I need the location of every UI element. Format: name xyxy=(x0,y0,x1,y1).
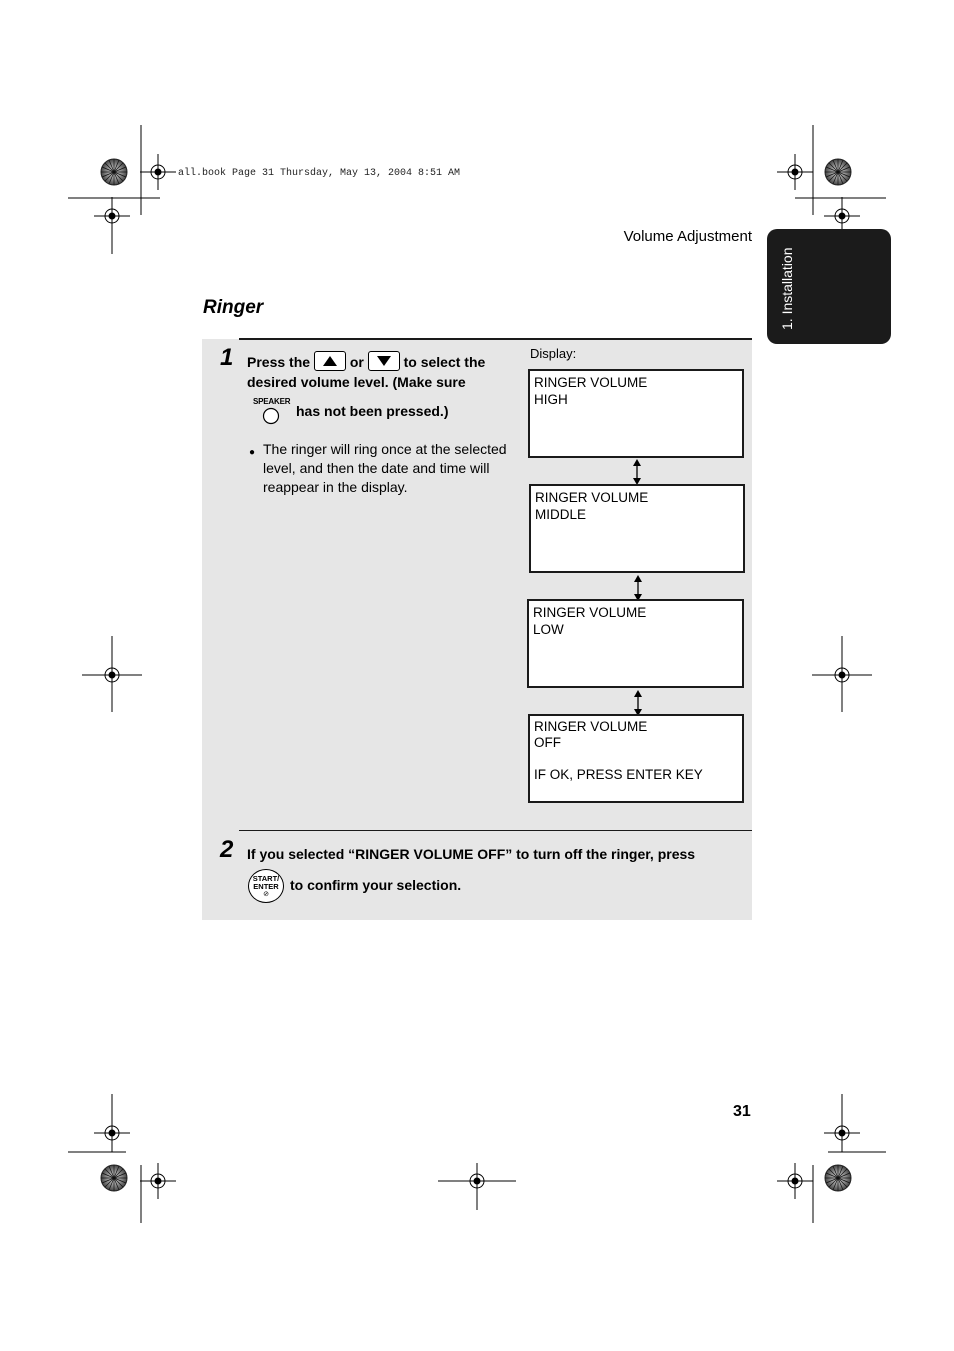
header-title: Volume Adjustment xyxy=(623,228,752,245)
step-1-number: 1 xyxy=(220,344,234,371)
step-1-line2: desired volume level. (Make sure xyxy=(247,374,466,390)
section-title: Ringer xyxy=(203,297,264,318)
speaker-key-icon xyxy=(262,407,280,425)
start-key-label: START/ xyxy=(252,874,280,883)
enter-key-label: ENTER xyxy=(253,882,279,891)
display-label: Display: xyxy=(530,346,577,361)
lcd-line: HIGH xyxy=(534,392,568,407)
chapter-tab-label: 1. Installation xyxy=(779,247,795,330)
step-1-instruction xyxy=(247,352,485,373)
lcd-screen-high xyxy=(528,369,744,458)
lcd-line: OFF xyxy=(534,735,561,750)
bullet-icon: ● xyxy=(249,447,256,458)
down-arrow-key-icon xyxy=(368,351,400,371)
lcd-line: MIDDLE xyxy=(535,507,587,522)
print-slug: all.book Page 31 Thursday, May 13, 2004 8:51 AM xyxy=(178,168,461,179)
chapter-tab xyxy=(767,229,891,344)
step-1-bullet-text: The ringer will ring once at the selected level, and then the date and time will reappear in the display. xyxy=(263,441,507,495)
step-2-number: 2 xyxy=(220,836,234,863)
top-rule xyxy=(239,338,752,340)
lcd-line: LOW xyxy=(533,622,564,637)
lcd-line: RINGER VOLUME xyxy=(534,375,648,390)
step-1-text-press: Press the xyxy=(247,354,311,370)
lcd-line: IF OK, PRESS ENTER KEY xyxy=(534,767,703,782)
step-1-text-or: or xyxy=(349,354,364,370)
start-enter-key-icon xyxy=(248,869,284,903)
step-2-line2: to confirm your selection. xyxy=(290,877,462,893)
up-down-arrow-icon xyxy=(630,459,644,485)
step-1-text-select: to select the xyxy=(403,354,486,370)
lcd-screen-off xyxy=(528,714,744,803)
lcd-line: RINGER VOLUME xyxy=(534,719,648,734)
step-1-line3: has not been pressed.) xyxy=(296,403,449,419)
lcd-screen-low xyxy=(527,599,744,688)
lcd-line: RINGER VOLUME xyxy=(535,490,649,505)
up-down-arrow-icon xyxy=(631,690,645,716)
up-arrow-key-icon xyxy=(314,351,346,371)
lcd-screen-middle xyxy=(529,484,745,573)
up-down-arrow-icon xyxy=(631,575,645,601)
speaker-key-label: SPEAKER xyxy=(253,397,291,406)
page-number: 31 xyxy=(733,1103,751,1120)
lcd-line: RINGER VOLUME xyxy=(533,605,647,620)
start-symbol-icon: ⊘ xyxy=(263,891,269,898)
step-2-line1: If you selected “RINGER VOLUME OFF” to turn off the ringer, press xyxy=(247,846,696,862)
step-divider xyxy=(239,830,752,831)
